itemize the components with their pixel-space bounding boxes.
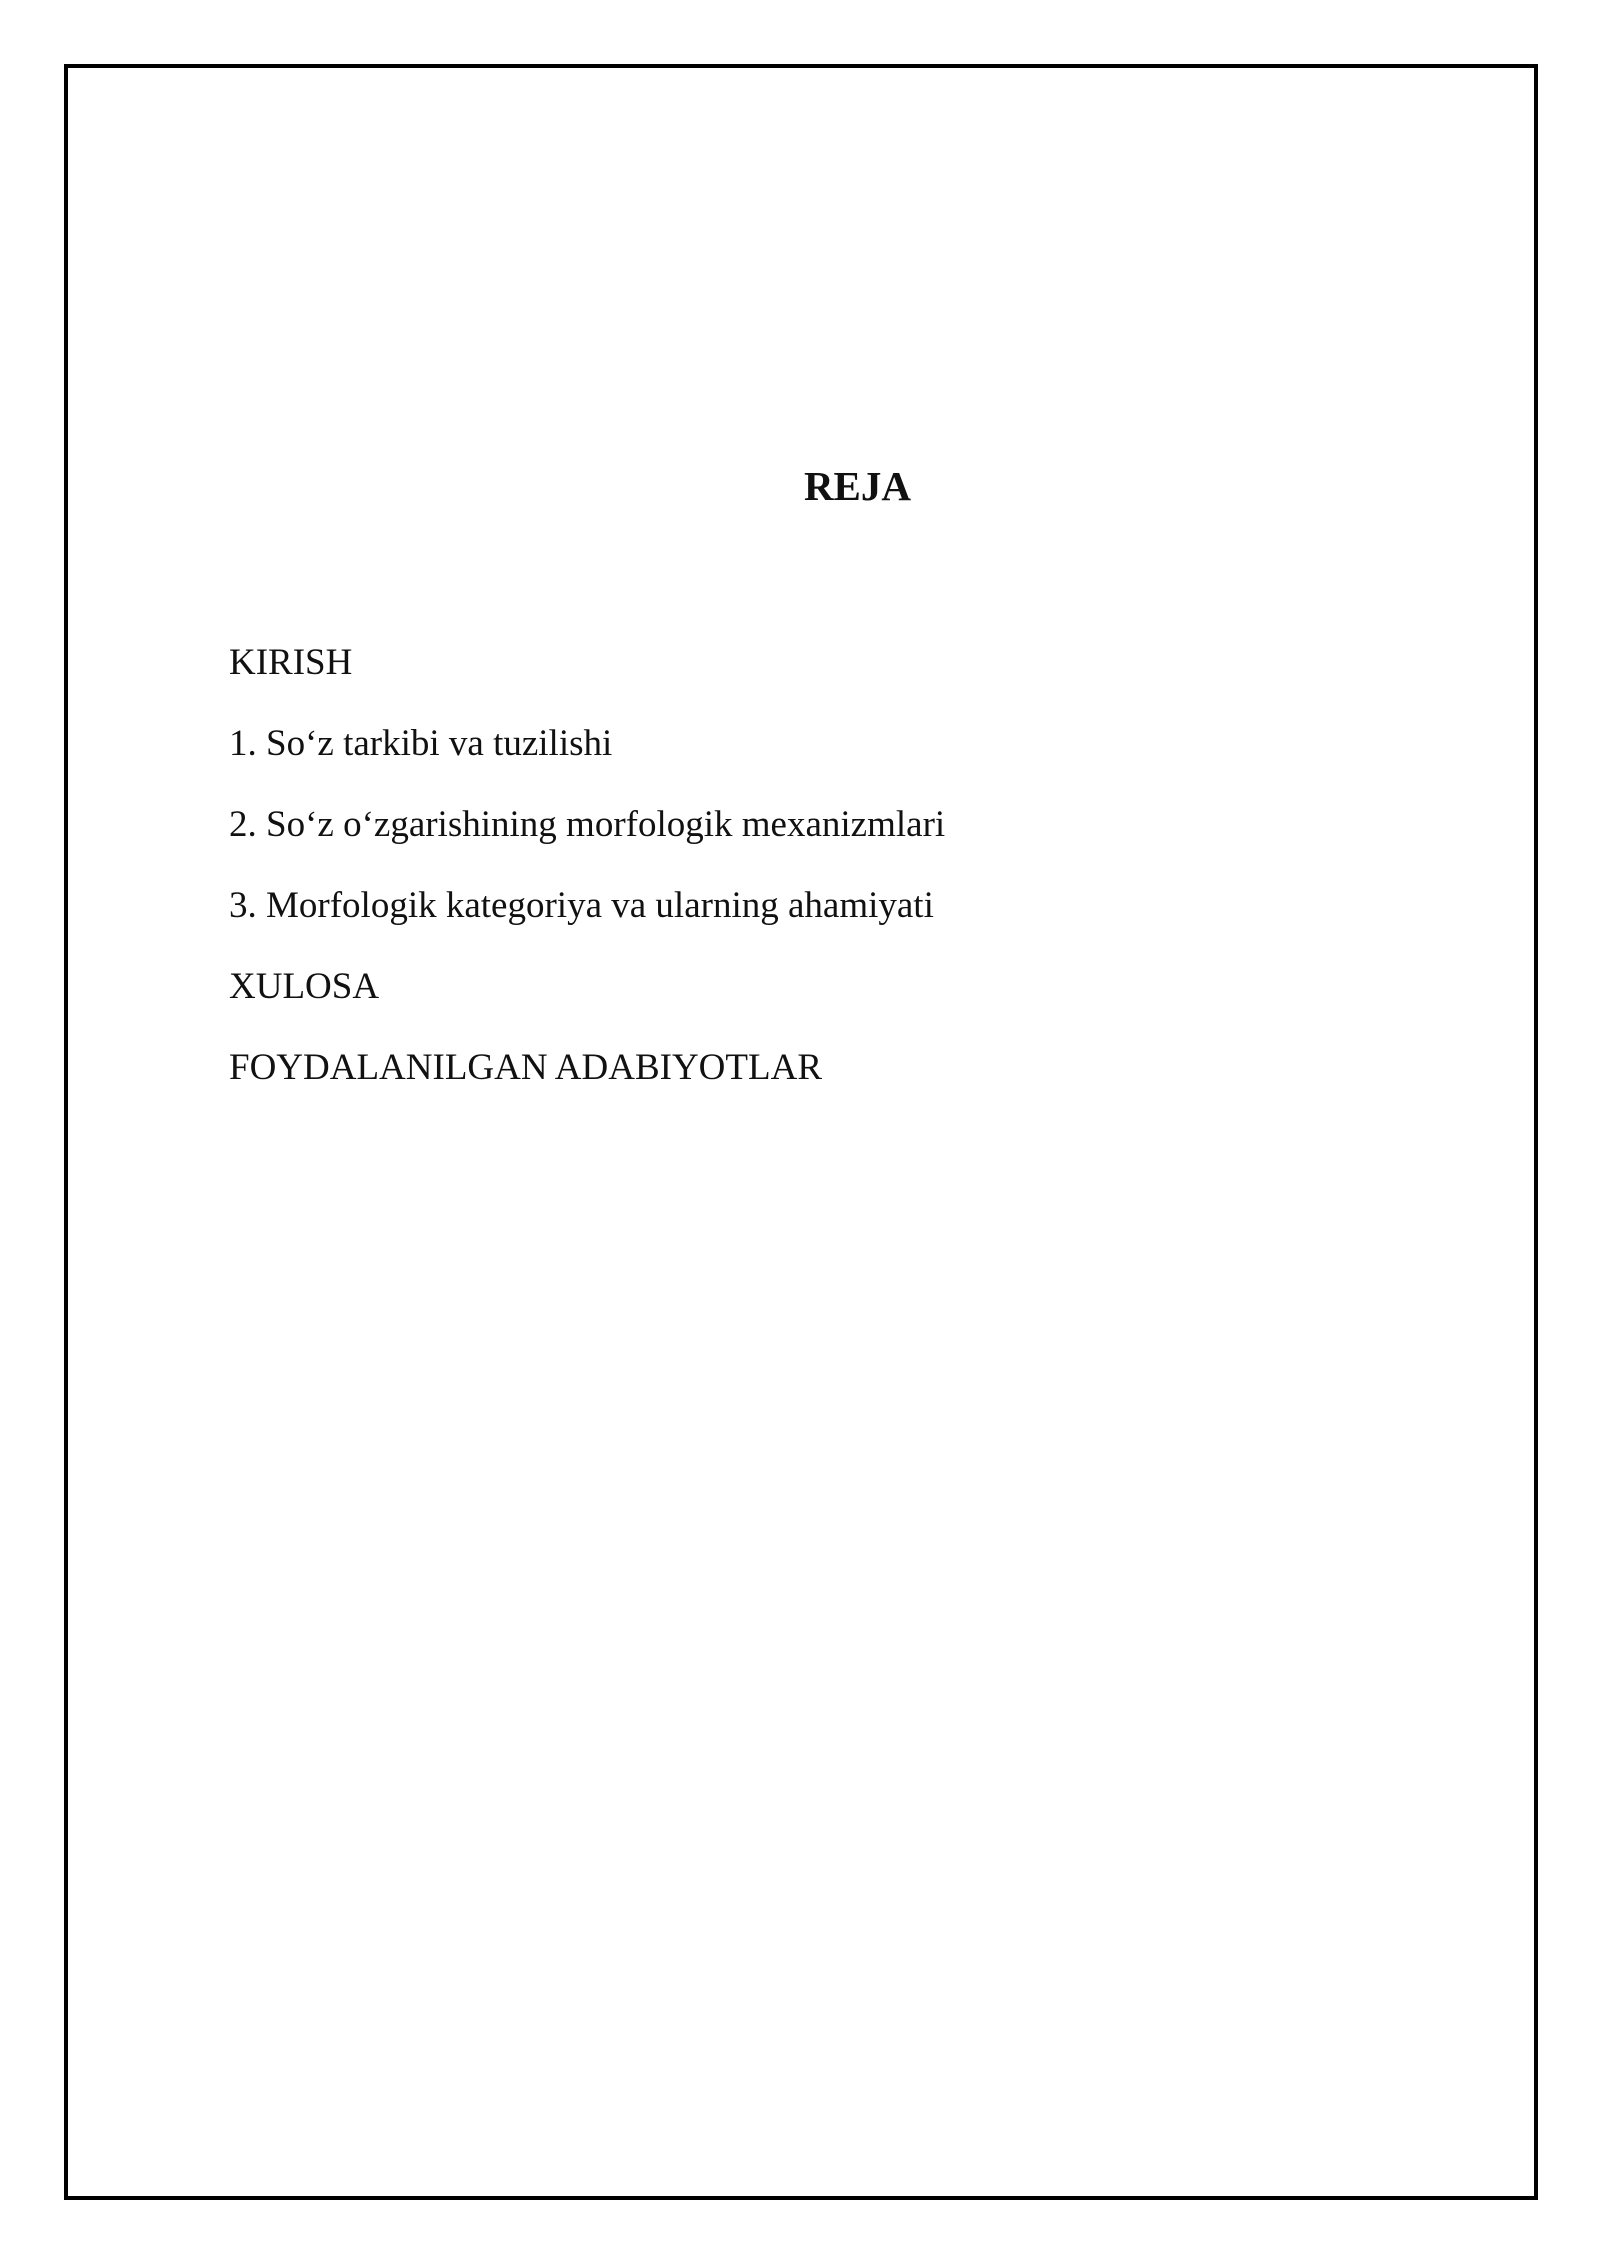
page-border [64,64,1538,2200]
plan-item-3: 3. Morfologik kategoriya va ularning ahamiyati [229,885,934,926]
plan-item-1: 1. So‘z tarkibi va tuzilishi [229,723,613,764]
plan-item-references: FOYDALANILGAN ADABIYOTLAR [229,1047,822,1088]
page-title: REJA [803,463,912,509]
plan-item-2: 2. So‘z o‘zgarishining morfologik mexanizmlari [229,804,946,845]
plan-item-introduction: KIRISH [229,642,353,683]
plan-list [229,636,945,1122]
plan-item-conclusion: XULOSA [229,966,380,1007]
